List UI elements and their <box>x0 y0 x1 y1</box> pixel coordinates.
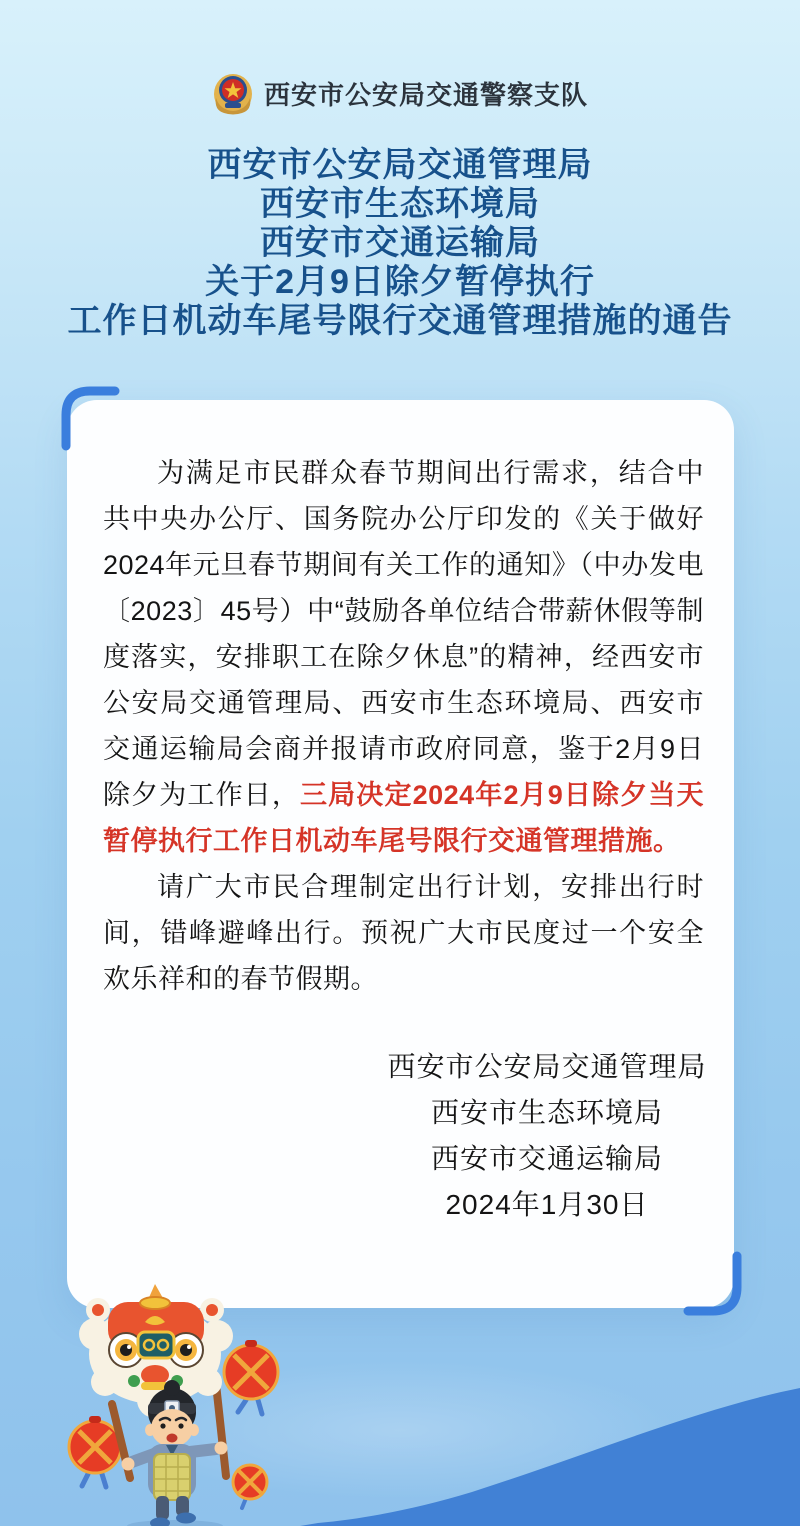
title-line-4: 关于2月9日除夕暂停执行 <box>205 263 595 301</box>
paragraph-1 <box>103 450 704 864</box>
lantern-icon <box>233 1465 267 1508</box>
notice-date: 2024年1月30日 <box>445 1189 649 1220</box>
notice-body <box>103 450 704 1002</box>
paragraph-1-text: 为满足市民群众春节期间出行需求，结合中共中央办公厅、国务院办公厅印发的《关于做好2024年元旦春节期间有关工作的通知》（中办发电〔2023〕45号）中“鼓励各单位结合带薪休假等制度落实，安排职工在除夕休息”的精神，经西安市公安局交通管理局、西安市生态环境局、西安市交通运输局会商并报请市政府同意，鉴于2月9日除夕为工作日， <box>103 458 704 810</box>
lantern-icon <box>224 1340 278 1414</box>
title-line-5: 工作日机动车尾号限行交通管理措施的通告 <box>67 302 733 340</box>
paragraph-1-emphasis-text: 三局决定2024年2月9日除夕当天暂停执行工作日机动车尾号限行交通管理措施。 <box>103 780 704 856</box>
lantern-icon <box>69 1416 121 1487</box>
signature-block <box>382 1044 712 1228</box>
notice-card-container <box>67 400 734 1308</box>
paragraph-2-text: 请广大市民合理制定出行计划，安排出行时间，错峰避峰出行。预祝广大市民度过一个安全欢乐祥和的春节假期。 <box>103 872 704 994</box>
title-line-3: 西安市交通运输局 <box>260 224 540 262</box>
notice-title <box>0 146 800 341</box>
signature-line-3: 西安市交通运输局 <box>430 1143 663 1174</box>
header-department-name: 西安市公安局交通警察支队 <box>263 79 588 110</box>
corner-bracket-bottom-right-icon <box>680 1248 742 1316</box>
header <box>0 70 800 116</box>
lion-dance-police-mascot <box>50 1282 340 1526</box>
title-line-2: 西安市生态环境局 <box>260 185 540 223</box>
notice-card <box>67 400 734 1308</box>
mascot-shadow <box>127 1520 223 1526</box>
title-line-1: 西安市公安局交通管理局 <box>207 146 593 184</box>
signature-line-2: 西安市生态环境局 <box>430 1097 663 1128</box>
lion-pole-right <box>216 1384 226 1476</box>
corner-bracket-top-left-icon <box>61 386 123 454</box>
paragraph-2 <box>103 864 704 1002</box>
signature-line-1: 西安市公安局交通管理局 <box>387 1051 707 1082</box>
police-emblem-icon <box>212 70 254 116</box>
